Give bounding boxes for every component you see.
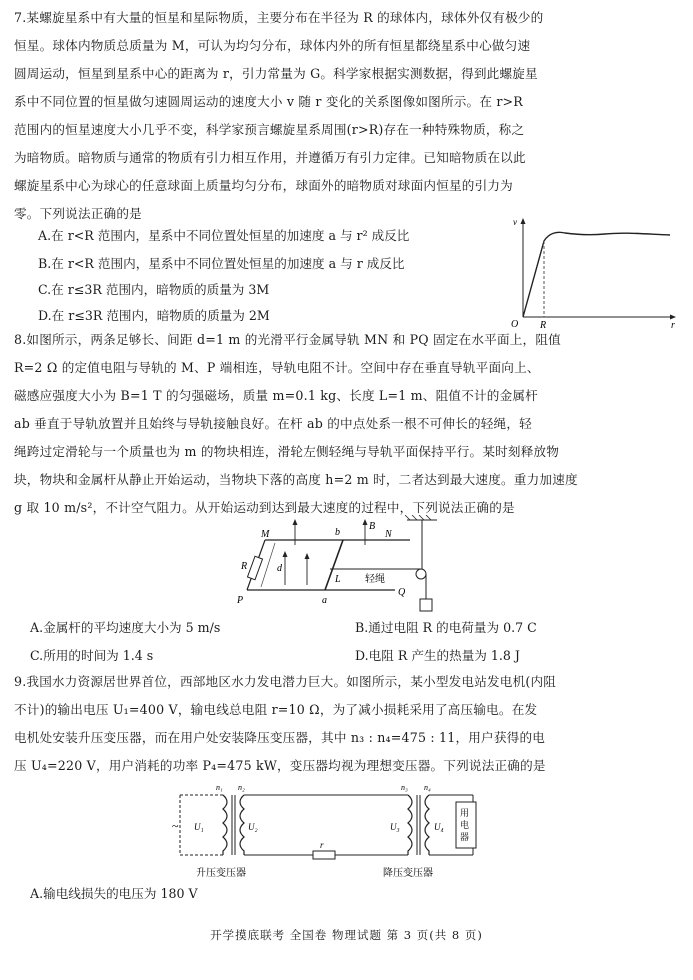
q8-stem-line: 绳跨过定滑轮与一个质量也为 m 的物块相连，滑轮左侧轻绳与导轨平面保持平行。某时刻释放物	[14, 444, 560, 459]
q7-option-b: B.在 r<R 范围内，星系中不同位置处恒星的加速度 a 与 r 成反比	[38, 256, 405, 271]
graph-r-label: r	[671, 320, 675, 330]
label-U4: U₄	[434, 822, 444, 832]
label-M: M	[261, 529, 270, 540]
q7-v-r-graph	[505, 215, 680, 330]
label-P: P	[237, 595, 244, 606]
q8-stem-line: 磁感应强度大小为 B=1 T 的匀强磁场，质量 m=0.1 kg、长度 L=1 m、阻值不计的金属杆	[14, 388, 538, 403]
q8-option-b: B.通过电阻 R 的电荷量为 0.7 C	[355, 620, 537, 635]
graph-origin-label: O	[511, 319, 519, 330]
q7-stem-line: 系中不同位置的恒星做匀速圆周运动的速度大小 v 随 r 变化的关系图像如图所示。在 r>R	[14, 94, 523, 109]
q8-stem-line: 块，物块和金属杆从静止开始运动，当物块下落的高度 h=2 m 时，二者达到最大速度。重力加速度	[14, 472, 578, 487]
q9-stem-line: 电机处安装升压变压器，而在用户处安装降压变压器，其中 n₃ : n₄=475 : 11，用户获得的电	[14, 730, 546, 745]
q8-rail-diagram	[225, 515, 450, 615]
page-footer: 开学摸底联考 全国卷 物理试题 第 3 页(共 8 页)	[210, 928, 483, 942]
label-B: B	[369, 521, 376, 532]
load-label-3: 器	[460, 832, 470, 842]
q7-stem-line: 螺旋星系中心为球心的任意球面上质量均匀分布，球面外的暗物质对球面内恒星的引力为	[14, 178, 513, 193]
q8-option-c: C.所用的时间为 1.4 s	[30, 648, 154, 663]
q7-option-a: A.在 r<R 范围内，星系中不同位置处恒星的加速度 a 与 r² 成反比	[38, 228, 410, 243]
label-b: b	[335, 527, 340, 538]
q8-option-a: A.金属杆的平均速度大小为 5 m/s	[30, 620, 221, 635]
q9-transmission-diagram	[168, 780, 488, 888]
label-r: r	[320, 840, 324, 850]
ac-source-symbol: ~	[172, 819, 179, 833]
q8-stem-line: R=2 Ω 的定值电阻与导轨的 M、P 端相连，导轨电阻不计。空间中存在垂直导轨平面向上、	[14, 360, 540, 375]
q8-option-d: D.电阻 R 产生的热量为 1.8 J	[355, 648, 520, 663]
label-a: a	[322, 595, 327, 606]
q9-stem-line: 压 U₄=220 V，用户消耗的功率 P₄=475 kW，变压器均视为理想变压器。下列说法正确的是	[14, 758, 546, 773]
label-L: L	[335, 574, 341, 585]
q9-stem-line: 9.我国水力资源居世界首位，西部地区水力发电潜力巨大。如图所示，某小型发电站发电机(内阻	[14, 674, 557, 689]
q8-stem-line: ab 垂直于导轨放置并且始终与导轨接触良好。在杆 ab 的中点处系一根不可伸长的轻绳，轻	[14, 416, 532, 431]
label-U2: U₂	[248, 822, 258, 832]
label-U3: U₃	[390, 822, 400, 832]
label-n1: n₁	[216, 783, 223, 792]
label-R: R	[241, 561, 248, 572]
step-up-label: 升压变压器	[196, 868, 246, 879]
label-Q: Q	[398, 587, 406, 598]
label-n4: n₄	[424, 783, 431, 792]
label-n3: n₃	[401, 783, 408, 792]
q8-stem-line: 8.如图所示，两条足够长、间距 d=1 m 的光滑平行金属导轨 MN 和 PQ 固定在水平面上，阻值	[14, 332, 561, 347]
q8-stem-line: g 取 10 m/s²，不计空气阻力。从开始运动到达到最大速度的过程中，下列说法正确的是	[14, 500, 515, 515]
load-label-2: 电	[460, 820, 470, 830]
q9-option-a: A.输电线损失的电压为 180 V	[30, 886, 198, 901]
label-n2: n₂	[238, 783, 245, 792]
q7-option-c: C.在 r≤3R 范围内，暗物质的质量为 3M	[38, 282, 270, 297]
step-down-label: 降压变压器	[383, 868, 433, 879]
q7-option-d: D.在 r≤3R 范围内，暗物质的质量为 2M	[38, 308, 270, 323]
q7-stem-line: 7.某螺旋星系中有大量的恒星和星际物质，主要分布在半径为 R 的球体内，球体外仅有极少的	[14, 10, 544, 25]
graph-v-label: v	[513, 217, 517, 227]
label-rope: 轻绳	[365, 574, 385, 585]
label-U1: U₁	[194, 822, 204, 832]
q9-stem-line: 不计)的输出电压 U₁=400 V，输电线总电阻 r=10 Ω，为了减小损耗采用了高压输电。在发	[14, 702, 538, 717]
q7-stem-line: 零。下列说法正确的是	[14, 206, 142, 221]
q7-stem-line: 圆周运动，恒星到星系中心的距离为 r，引力常量为 G。科学家根据实测数据，得到此螺旋星	[14, 66, 538, 81]
label-N: N	[385, 529, 392, 540]
label-d: d	[277, 563, 282, 574]
q7-stem-line: 恒星。球体内物质总质量为 M，可认为均匀分布，球体内外的所有恒星都绕星系中心做匀速	[14, 38, 531, 53]
q7-stem-line: 范围内的恒星速度大小几乎不变，科学家预言螺旋星系周围(r>R)存在一种特殊物质，称之	[14, 122, 525, 137]
load-label-1: 用	[460, 808, 470, 818]
graph-R-label: R	[540, 320, 547, 330]
q7-stem-line: 为暗物质。暗物质与通常的物质有引力相互作用，并遵循万有引力定律。已知暗物质在以此	[14, 150, 526, 165]
